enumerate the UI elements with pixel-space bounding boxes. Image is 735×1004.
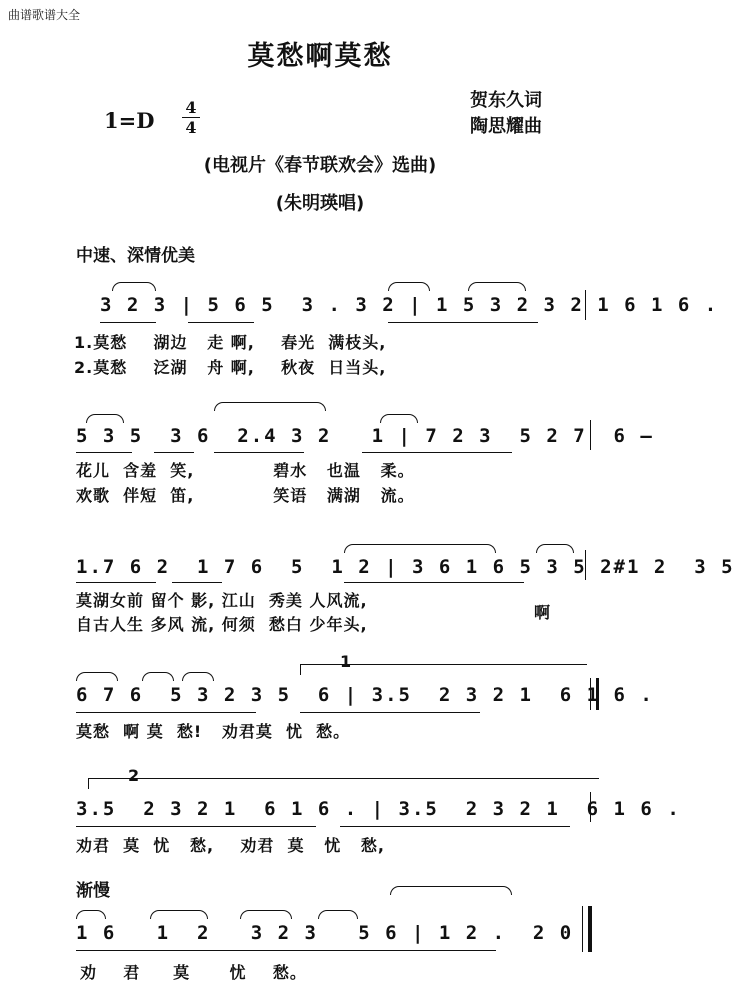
slur <box>240 910 292 919</box>
notation-row-6: 1 6 1 2 3 2 3 5 6 | 1 2 . 2 0 <box>76 922 574 944</box>
beam-underline <box>188 322 254 323</box>
lyrics-row-1-verse-2: 2.莫愁 泛湖 舟 啊, 秋夜 日当头, <box>74 358 387 377</box>
volta-number-1: 1 <box>340 652 352 671</box>
composer-credit: 陶思耀曲 <box>470 116 542 137</box>
final-barline-thin <box>582 906 583 952</box>
beam-underline <box>76 712 256 713</box>
slur <box>182 672 214 681</box>
slur <box>86 414 124 423</box>
lyrics-row-5: 劝君 莫 忧 愁, 劝君 莫 忧 愁, <box>76 836 385 855</box>
slur <box>388 282 430 291</box>
time-signature <box>178 98 204 137</box>
key-signature: 1=D <box>104 108 155 133</box>
beam-underline <box>154 452 194 453</box>
subtitle-singer: (朱明瑛唱) <box>275 193 365 214</box>
lyrics-row-2-verse-2: 欢歌 伴短 笛, 笑语 满湖 流。 <box>76 486 415 505</box>
slur <box>76 672 118 681</box>
barline-end-row-1 <box>585 290 586 320</box>
lyrics-row-6: 劝 君 莫 忧 愁。 <box>80 963 307 982</box>
beam-underline <box>340 826 570 827</box>
beam-underline <box>76 452 132 453</box>
slur <box>390 886 512 895</box>
lyricist-credit: 贺东久词 <box>470 90 542 111</box>
slur <box>112 282 156 291</box>
slur <box>344 544 496 553</box>
beam-underline <box>76 582 156 583</box>
slur <box>214 402 326 411</box>
slur <box>380 414 418 423</box>
volta-bracket-2 <box>88 778 599 789</box>
slur <box>318 910 358 919</box>
slur <box>150 910 208 919</box>
repeat-barline <box>590 678 591 710</box>
song-title: 莫愁啊莫愁 <box>247 41 393 72</box>
notation-row-3: 1.7 6 2 1 7 6 5 1 2 | 3 6 1 6 5 3 5 2#1 2 3 5 <box>76 556 735 578</box>
beam-underline <box>300 712 480 713</box>
tempo-marking: 中速、深情优美 <box>76 246 195 266</box>
barline-end-row-5 <box>590 792 591 822</box>
time-signature-top: 4 <box>185 98 197 117</box>
beam-underline <box>214 452 304 453</box>
site-label: 曲谱歌谱大全 <box>8 8 81 22</box>
time-signature-bottom: 4 <box>185 118 197 137</box>
lyrics-row-3-side: 啊 <box>534 603 552 622</box>
beam-underline <box>388 322 538 323</box>
lyrics-row-4: 莫愁 啊 莫 愁! 劝君莫 忧 愁。 <box>76 722 351 741</box>
tempo-marking-slow: 渐慢 <box>76 881 110 901</box>
beam-underline <box>100 322 156 323</box>
barline-end-row-2 <box>590 420 591 450</box>
lyrics-row-2-verse-1: 花儿 含羞 笑, 碧水 也温 柔。 <box>76 461 415 480</box>
slur <box>76 910 106 919</box>
lyrics-row-1-verse-1: 1.莫愁 湖边 走 啊, 春光 满枝头, <box>74 333 387 352</box>
barline-end-row-3 <box>585 550 586 580</box>
volta-number-2: 2 <box>128 766 140 785</box>
notation-row-1: 3 2 3 | 5 6 5 3 . 3 2 | 1 5 3 2 3 2 1 6 1 6 . <box>100 294 719 316</box>
lyrics-row-3-verse-2: 自古人生 多风 流, 何须 愁白 少年头, <box>76 615 368 634</box>
beam-underline <box>344 582 524 583</box>
beam-underline <box>76 826 316 827</box>
slur <box>468 282 526 291</box>
lyrics-row-3-verse-1: 莫湖女前 留个 影, 江山 秀美 人风流, <box>76 591 368 610</box>
beam-underline <box>362 452 512 453</box>
notation-row-5: 3.5 2 3 2 1 6 1 6 . | 3.5 2 3 2 1 6 1 6 . <box>76 798 681 820</box>
repeat-barline-thick <box>596 678 599 710</box>
slur <box>142 672 174 681</box>
beam-underline <box>76 950 496 951</box>
beam-underline <box>172 582 222 583</box>
notation-row-4: 6 7 6 5 3 2 3 5 6 | 3.5 2 3 2 1 6 1 6 . <box>76 684 654 706</box>
notation-row-2: 5 3 5 3 6 2.4 3 2 1 | 7 2 3 5 2 7 6 — <box>76 425 654 447</box>
final-barline-thick <box>588 906 592 952</box>
subtitle-source: (电视片《春节联欢会》选曲) <box>203 155 437 176</box>
slur <box>536 544 574 553</box>
